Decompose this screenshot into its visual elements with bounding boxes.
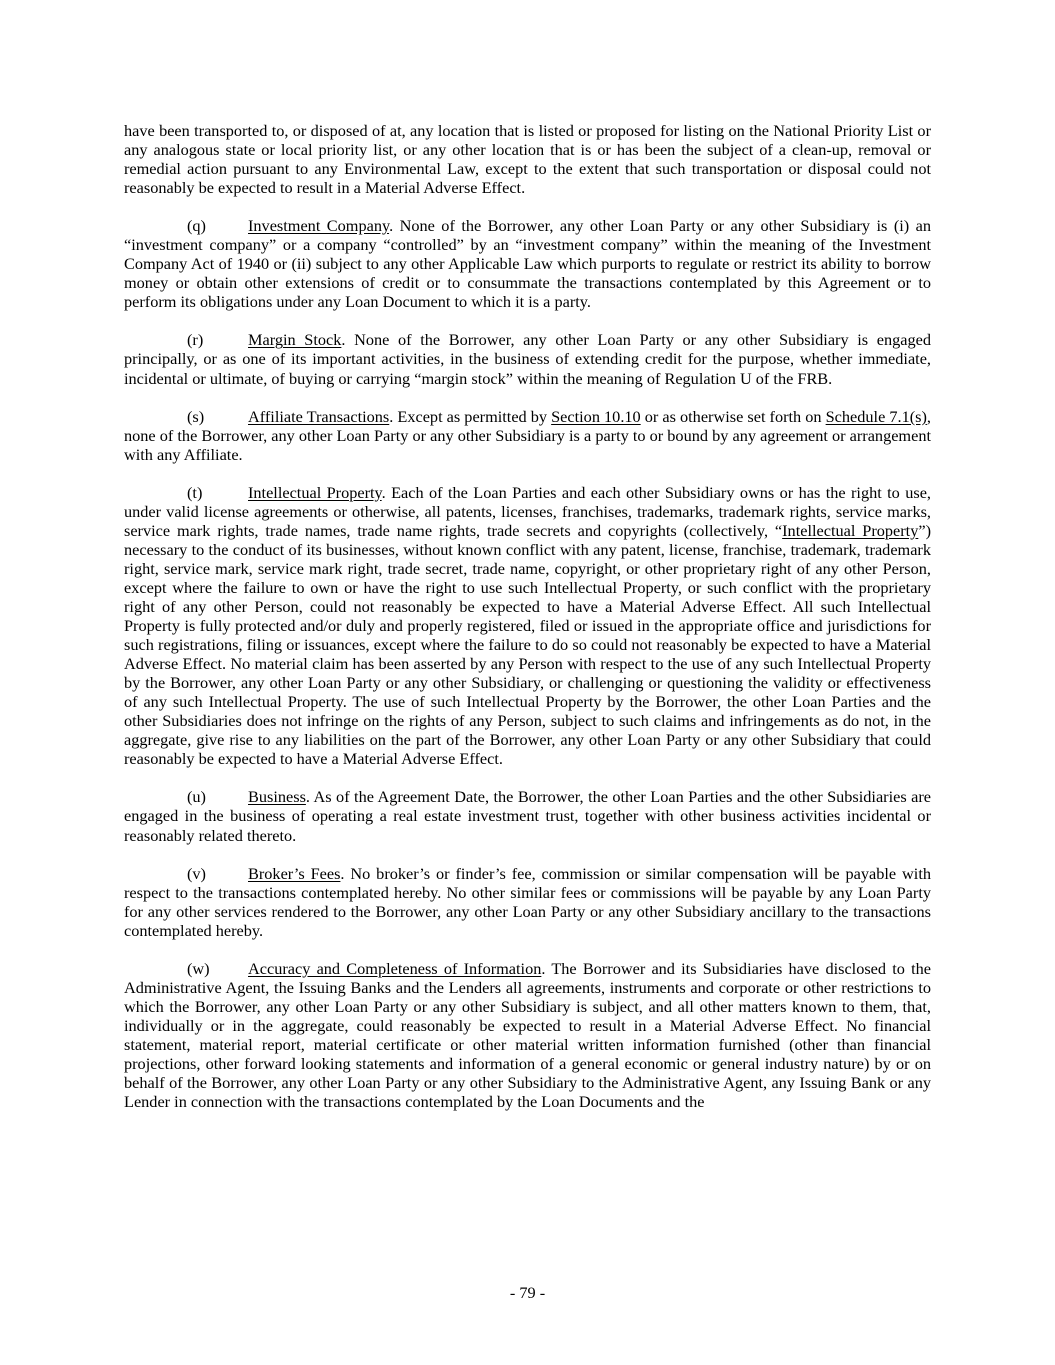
section-heading: Margin Stock — [248, 330, 342, 350]
section-number: (u) — [187, 787, 206, 807]
section-v — [124, 864, 931, 940]
page-number: - 79 - — [509, 1283, 546, 1302]
section-body: . Except as permitted by — [389, 406, 552, 426]
section-body: , none of the Borrower, any other Loan Party or any other Subsidiary is a party to or bound by any agreement or arrangement with any Affiliate. — [124, 406, 931, 464]
section-reference: Section 10.10 — [551, 406, 641, 426]
section-heading: Business — [248, 787, 306, 807]
section-body: . None of the Borrower, any other Loan Party or any other Subsidiary is engaged principally, or as one of its important activities, in the business of extending credit for the purpose, whether immediate, incidental or ultimate, of buying or carrying “margin stock” within the meaning of Regulation U of the FRB. — [124, 330, 932, 388]
section-body: or as otherwise set forth on — [640, 406, 826, 426]
section-number: (r) — [187, 330, 204, 350]
defined-term: Intellectual Property — [782, 520, 919, 540]
section-heading: Broker’s Fees — [248, 863, 341, 883]
section-heading: Investment Company — [248, 216, 390, 236]
section-number: (w) — [187, 958, 210, 978]
section-heading: Affiliate Transactions — [248, 406, 390, 426]
section-heading: Accuracy and Completeness of Information — [248, 958, 542, 978]
section-number: (v) — [187, 863, 206, 883]
continuation-paragraph: have been transported to, or disposed of at, any location that is listed or proposed for listing on the National Priority List or any analogous state or local priority list, or any other location that is or has been the subject of a clean-up, removal or remedial action pursuant to any Environmental Law, except to the extent that such transportation or disposal could not reasonably be expected to result in a Material Adverse Effect. — [124, 121, 931, 198]
section-number: (q) — [187, 216, 206, 236]
section-body: . No broker’s or finder’s fee, commission or similar compensation will be payable with respect to the transactions contemplated hereby. No other similar fees or commissions will be payable by any Loan Party for any other services rendered to the Borrower, any other Loan Party or any other Subsidiary ancillary to the transactions contemplated hereby. — [124, 863, 931, 940]
document-page — [124, 121, 931, 1130]
section-heading: Intellectual Property — [248, 482, 382, 502]
section-u — [124, 787, 931, 844]
section-w — [124, 959, 931, 1111]
section-q — [124, 216, 931, 311]
section-body: . As of the Agreement Date, the Borrower, the other Loan Parties and the other Subsidiaries are engaged in the business of operating a real estate investment trust, together with other business activities incidental or reasonably related thereto. — [124, 787, 931, 845]
section-body: . Each of the Loan Parties and each other Subsidiary owns or has the right to use, under valid license agreements or otherwise, all patents, licenses, franchises, trademarks, trademark rights, service marks, service mark rights, trade names, trade name rights, trade secrets and copyrights (collectively, “ — [124, 482, 931, 540]
section-t — [124, 483, 931, 769]
section-body: . The Borrower and its Subsidiaries have disclosed to the Administrative Agent, the Issuing Banks and the Lenders all agreements, instruments and corporate or other restrictions to which the Borrower, any other Loan Party or any other Subsidiary is subject, and all other matters known to them, that, individually or in the aggregate, could reasonably be expected to result in a Material Adverse Effect. No financial statement, material report, material certificate or other material written information furnished (other than financial projections, other forward looking statements and information of a general economic or general industry nature) by or on behalf of the Borrower, any other Loan Party or any other Subsidiary to the Administrative Agent, any Issuing Bank or any Lender in connection with the transactions contemplated by the Loan Documents and the — [124, 958, 932, 1112]
section-body: ”) necessary to the conduct of its businesses, without known conflict with any patent, license, franchise, trademark, trademark right, service mark, service mark right, trade secret, trade name, copyright, or other proprietary right of any other Person, except where the failure to own or have the right to use such Intellectual Property, or such conflict with the proprietary right of any other Person, could not reasonably be expected to have a Material Adverse Effect. All such Intellectual Property is fully protected and/or duly and properly registered, filed or issued in the appropriate office and jurisdictions for such registrations, filing or issuances, except where the failure to do so could not reasonably be expected to have a Material Adverse Effect. No material claim has been asserted by any Person with respect to the use of any such Intellectual Property by the Borrower, any other Loan Party or any other Subsidiary, or challenging or questioning the validity or effectiveness of any such Intellectual Property. The use of such Intellectual Property by the Borrower, the other Loan Parties and the other Subsidiaries does not infringe on the rights of any Person, subject to such claims and infringements as do not, in the aggregate, give rise to any liabilities on the part of the Borrower, any other Loan Party or any other Subsidiary that could reasonably be expected to have a Material Adverse Effect. — [124, 520, 931, 769]
section-r — [124, 330, 931, 387]
section-s — [124, 407, 931, 464]
section-body: . None of the Borrower, any other Loan Party or any other Subsidiary is (i) an “investment company” or a company “controlled” by an “investment company” within the meaning of the Investment Company Act of 1940 or (ii) subject to any other Applicable Law which purports to regulate or restrict its ability to borrow money or obtain other extensions of credit or to consummate the transactions contemplated by this Agreement or to perform its obligations under any Loan Document to which it is a party. — [124, 216, 932, 312]
schedule-reference: Schedule 7.1(s) — [825, 406, 927, 426]
section-number: (s) — [187, 406, 205, 426]
section-number: (t) — [187, 482, 203, 502]
